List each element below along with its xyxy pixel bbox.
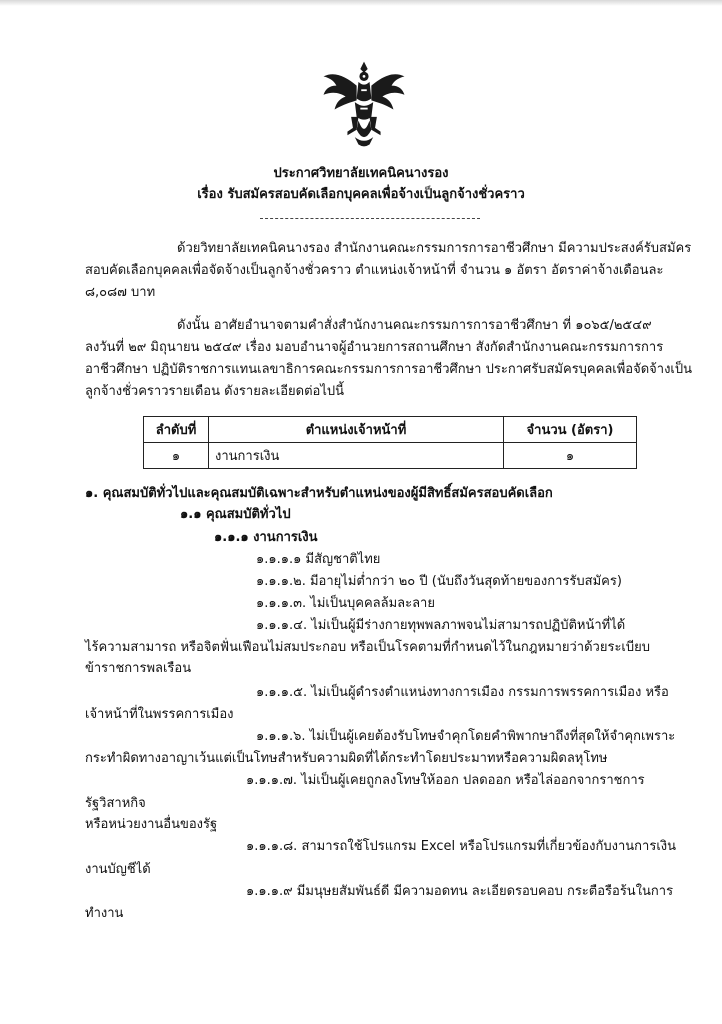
announcement-subject: เรื่อง รับสมัครสอบคัดเลือกบุคคลเพื่อจ้างเป็นลูกจ้างชั่วคราว [197,187,525,202]
section-1-1-1-heading: ๑.๑.๑ งานการเงิน [214,530,318,545]
announcement-title: ประกาศวิทยาลัยเทคนิคนางรอง [273,166,449,181]
title-divider [260,218,480,219]
table-header-order: ลำดับที่ [144,417,209,443]
item-6-line-1: ๑.๑.๑.๖. ไม่เป็นผู้เคยต้องรับโทษจำคุกโดยคำพิพากษาถึงที่สุดให้จำคุกเพราะ [256,729,676,744]
authority-line-2: ลงวันที่ ๒๙ มิถุนายน ๒๕๔๙ เรื่อง มอบอำนาจผู้อำนวยการสถานศึกษา สังกัดสำนักงานคณะกรรมการการ [85,340,664,355]
table-header-count: จำนวน (อัตรา) [504,417,637,443]
item-4-line-3: ข้าราชการพลเรือน [85,661,192,676]
section-1-1-heading: ๑.๑ คุณสมบัติทั่วไป [180,507,291,522]
authority-line-4: ลูกจ้างชั่วคราวรายเดือน ดังรายละเอียดต่อไปนี้ [85,384,344,399]
item-1: ๑.๑.๑.๑ มีสัญชาติไทย [256,552,381,567]
item-2: ๑.๑.๑.๒. มีอายุไม่ต่ำกว่า ๒๐ ปี (นับถึงวันสุดท้ายของการรับสมัคร) [256,574,622,589]
authority-line-3: อาชีวศึกษา ปฏิบัติราชการแทนเลขาธิการคณะกรรมการการอาชีวศึกษา ประกาศรับสมัครบุคคลเพื่อจัดจ้างเป็น [85,362,693,377]
item-5-line-2: เจ้าหน้าที่ในพรรคการเมือง [85,707,234,722]
table-header-row [144,417,637,443]
intro-line-1: ด้วยวิทยาลัยเทคนิคนางรอง สำนักงานคณะกรรมการการอาชีวศึกษา มีความประสงค์รับสมัคร [177,241,692,256]
table-header-position: ตำแหน่งเจ้าหน้าที่ [209,417,504,443]
authority-line-1: ดังนั้น อาศัยอำนาจตามคำสั่งสำนักงานคณะกรรมการการอาชีวศึกษา ที่ ๑๐๖๕/๒๕๔๙ [177,318,652,333]
item-4-line-2: ไร้ความสามารถ หรือจิตฟั่นเฟือนไม่สมประกอบ หรือเป็นโรคตามที่กำหนดไว้ในกฎหมายว่าด้วยระเบียบ [85,640,650,655]
item-5-line-1: ๑.๑.๑.๕. ไม่เป็นผู้ดำรงตำแหน่งทางการเมือง กรรมการพรรคการเมือง หรือ [256,685,669,700]
item-7-line-3: หรือหน่วยงานอื่นของรัฐ [85,817,218,832]
table-cell-position: งานการเงิน [209,443,504,469]
item-9-line-2: ทำงาน [85,906,124,921]
item-3: ๑.๑.๑.๓. ไม่เป็นบุคคลล้มละลาย [256,596,435,611]
item-7-line-1: ๑.๑.๑.๗. ไม่เป็นผู้เคยถูกลงโทษให้ออก ปลดออก หรือไล่ออกจากราชการ [246,773,645,788]
item-9-line-1: ๑.๑.๑.๙ มีมนุษยสัมพันธ์ดี มีความอดทน ละเอียดรอบคอบ กระตือรือร้นในการ [246,884,674,899]
item-8-line-2: งานบัญชีได้ [85,862,151,877]
table-cell-order: ๑ [144,443,209,469]
table-cell-count: ๑ [504,443,637,469]
item-7-line-2: รัฐวิสาหกิจ [85,796,146,811]
item-8-line-1: ๑.๑.๑.๘. สามารถใช้โปรแกรม Excel หรือโปรแกรมที่เกี่ยวข้องกับงานการเงิน [246,839,677,854]
table-row [144,443,637,469]
item-6-line-2: กระทำผิดทางอาญาเว้นแต่เป็นโทษสำหรับความผิดที่ได้กระทำโดยประมาทหรือความผิดลหุโทษ [85,751,608,766]
item-4-line-1: ๑.๑.๑.๔. ไม่เป็นผู้มีร่างกายทุพพลภาพจนไม่สามารถปฏิบัติหน้าที่ได้ [256,618,626,633]
intro-line-2: สอบคัดเลือกบุคคลเพื่อจัดจ้างเป็นลูกจ้างชั่วคราว ตำแหน่งเจ้าหน้าที่ จำนวน ๑ อัตรา อัตราค่าจ้างเดือนละ [85,263,664,278]
scan-edge [0,0,722,6]
section-1-heading: ๑. คุณสมบัติทั่วไปและคุณสมบัติเฉพาะสำหรับตำแหน่งของผู้มีสิทธิ์สมัครสอบคัดเลือก [85,486,553,501]
position-table [143,416,637,469]
intro-line-3: ๘,๐๘๗ บาท [85,285,156,300]
garuda-emblem-icon [318,58,410,150]
